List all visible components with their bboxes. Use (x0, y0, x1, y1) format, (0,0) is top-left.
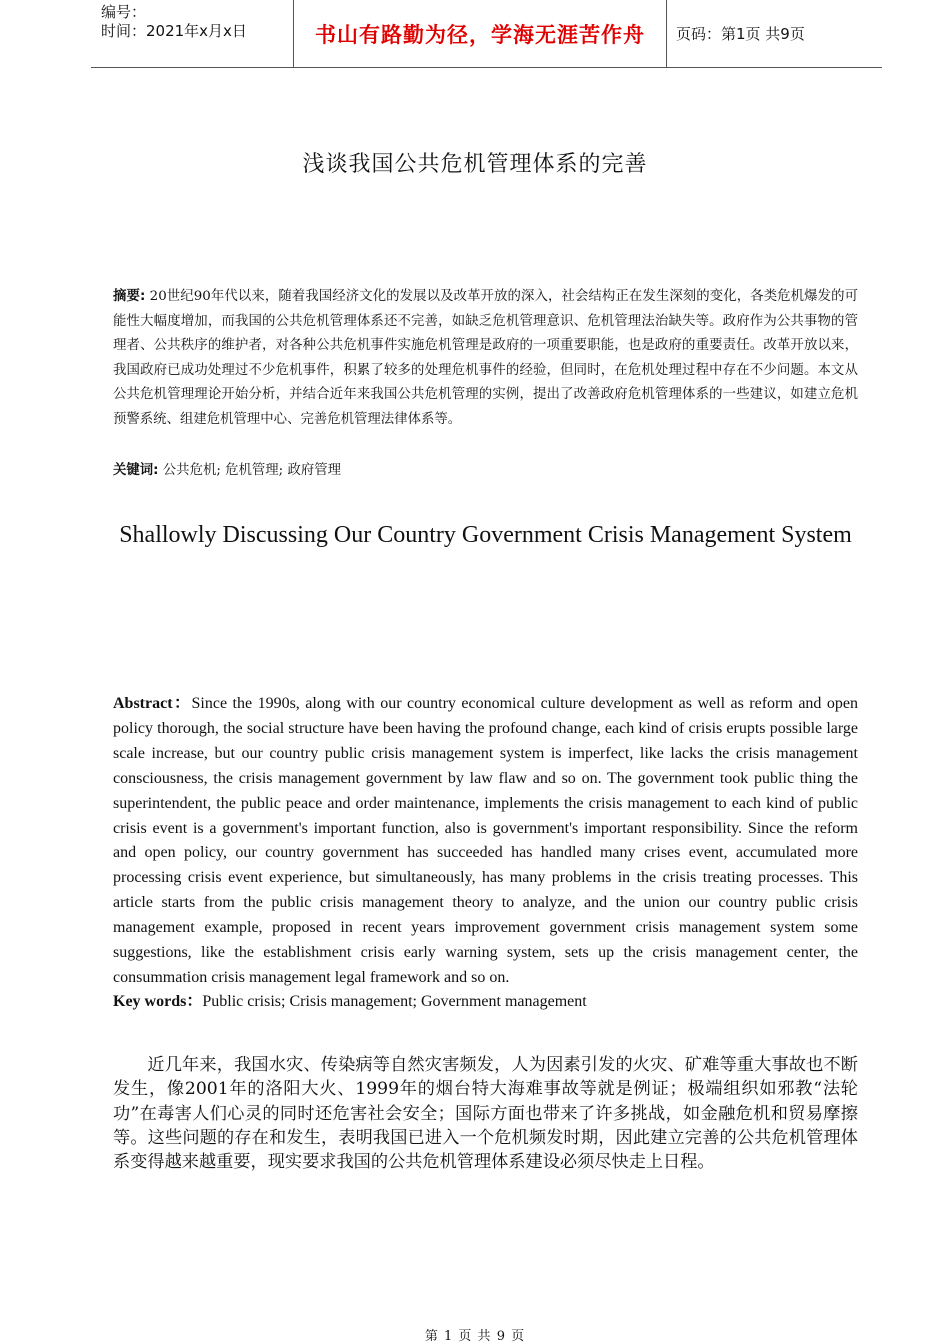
keywords-cn-text: 公共危机; 危机管理; 政府管理 (158, 463, 342, 478)
page-footer: 第 1 页 共 9 页 (424, 1329, 526, 1344)
page-title-cn: 浅谈我国公共危机管理体系的完善 (302, 152, 648, 177)
abstract-en-text: Since the 1990s, along with our country economical culture development as well as reform and open policy thorough, the social structure have been having the profound change, each kind of crisis erupts possible large scale increase, but our country public crisis management system is imperfect, like lacks the crisis management consciousness, the crisis management government by law flaw and so on. The government took public thing the superintendent, the public peace and order maintenance, implements the crisis management to each kind of public crisis event is a government's important function, also is government's important responsibility. Since the reform and open policy, our country government has succeeded has handled many crises event, accumulated more processing crisis event experience, but simultaneously, has many problems in the crisis treating processes. This article starts from the public crisis management theory to analyze, and the union our country public crisis management example, proposed in recent years improvement government crisis management system some suggestions, like the establishment crisis early warning system, sets up the crisis management center, the consummation crisis management legal framework and so on. (113, 695, 858, 986)
header-motto: 书山有路勤为径，学海无涯苦作舟 (293, 0, 667, 67)
abstract-en-label: Abstract： (113, 695, 192, 712)
header-time: 时间：2021年x月x日 (101, 22, 247, 40)
keywords-en-text: Public crisis; Crisis management; Government management (202, 993, 587, 1010)
body-paragraph: 近几年来，我国水灾、传染病等自然灾害频发，人为因素引发的火灾、矿难等重大事故也不断发生，像2001年的洛阳大火、1999年的烟台特大海难事故等就是例证；极端组织如邪教“法轮功”在毒害人们心灵的同时还危害社会安全；国际方面也带来了许多挑战，如金融危机和贸易摩擦等。这些问题的存在和发生，表明我国已进入一个危机频发时期，因此建立完善的公共危机管理体系变得越来越重要，现实要求我国的公共危机管理体系建设必须尽快走上日程。 (113, 1055, 858, 1173)
keywords-cn (113, 459, 858, 483)
keywords-en (113, 990, 858, 1014)
header-page-info: 页码：第1页 共9页 (676, 25, 805, 43)
page-header (91, 0, 882, 68)
abstract-cn-text: 20世纪90年代以来，随着我国经济文化的发展以及改革开放的深入，社会结构正在发生深刻的变化，各类危机爆发的可能性大幅度增加，而我国的公共危机管理体系还不完善，如缺乏危机管理意识、危机管理法治缺失等。政府作为公共事物的管理者、公共秩序的维护者，对各种公共危机事件实施危机管理是政府的一项重要职能，也是政府的重要责任。改革开放以来，我国政府已成功处理过不少危机事件，积累了较多的处理危机事件的经验，但同时，在危机处理过程中存在不少问题。本文从公共危机管理理论开始分析，并结合近年来我国公共危机管理的实例，提出了改善政府危机管理体系的一些建议，如建立危机预警系统、组建危机管理中心、完善危机管理法律体系等。 (113, 289, 858, 427)
header-number: 编号： (101, 3, 147, 21)
abstract-cn-label: 摘要: (113, 289, 146, 304)
keywords-en-label: Key words： (113, 993, 203, 1010)
abstract-en (113, 692, 858, 991)
abstract-cn (113, 285, 858, 433)
keywords-cn-label: 关键词: (113, 463, 159, 478)
header-meta (91, 0, 293, 67)
page-title-en: Shallowly Discussing Our Country Government Crisis Management System (119, 522, 852, 548)
